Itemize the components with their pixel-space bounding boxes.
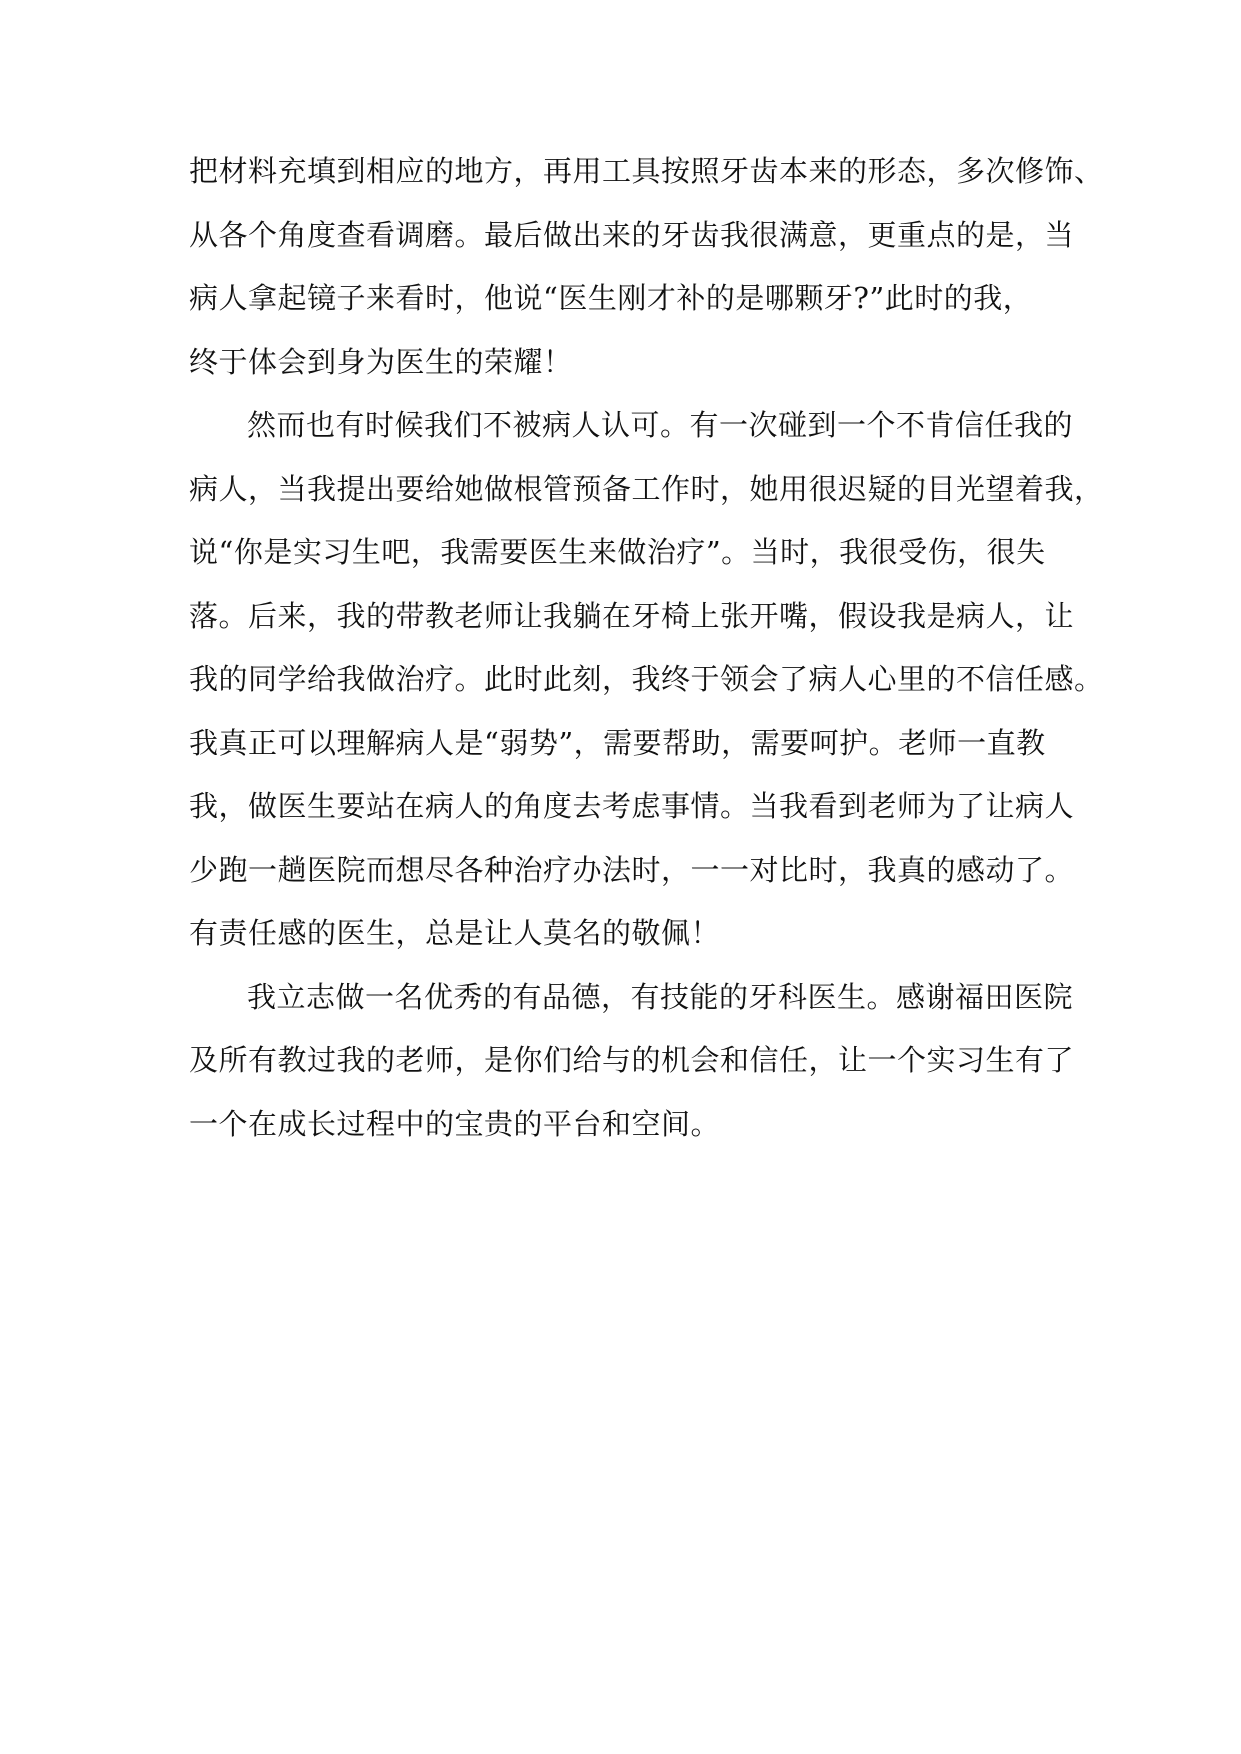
text-line: 落。后来，我的带教老师让我躺在牙椅上张开嘴，假设我是病人，让: [189, 598, 1075, 633]
paragraph-first-line: 然而也有时候我们不被病人认可。有一次碰到一个不肯信任我的: [247, 408, 1074, 442]
text-line: 少跑一趟医院而想尽各种治疗办法时，一一对比时，我真的感动了。: [189, 852, 1075, 887]
text-line: 及所有教过我的老师，是你们给与的机会和信任，让一个实习生有了: [189, 1043, 1075, 1077]
text-line: 病人，当我提出要给她做根管预备工作时，她用很迟疑的目光望着我，: [189, 471, 1104, 506]
document-body: [189, 140, 1104, 1156]
text-line: 我，做医生要站在病人的角度去考虑事情。当我看到老师为了让病人: [189, 789, 1075, 823]
text-line: 我的同学给我做治疗。此时此刻，我终于领会了病人心里的不信任感。: [189, 662, 1104, 696]
text-line: 终于体会到身为医生的荣耀！: [189, 344, 573, 379]
text-line: 从各个角度查看调磨。最后做出来的牙齿我很满意，更重点的是，当: [189, 217, 1075, 252]
text-line: 说“你是实习生吧，我需要医生来做治疗”。当时，我很受伤，很失: [189, 535, 1046, 569]
text-line: 病人拿起镜子来看时，他说“医生刚才补的是哪颗牙?”此时的我，: [189, 281, 1033, 315]
text-line: 一个在成长过程中的宝贵的平台和空间。: [189, 1106, 721, 1141]
text-line: 有责任感的医生，总是让人莫名的敬佩！: [189, 916, 721, 950]
text-line: 我真正可以理解病人是“弱势”，需要帮助，需要呵护。老师一直教: [189, 725, 1046, 760]
paragraph-first-line: 我立志做一名优秀的有品德，有技能的牙科医生。感谢福田医院: [247, 979, 1074, 1014]
text-line: 把材料充填到相应的地方，再用工具按照牙齿本来的形态，多次修饰、: [189, 154, 1104, 188]
